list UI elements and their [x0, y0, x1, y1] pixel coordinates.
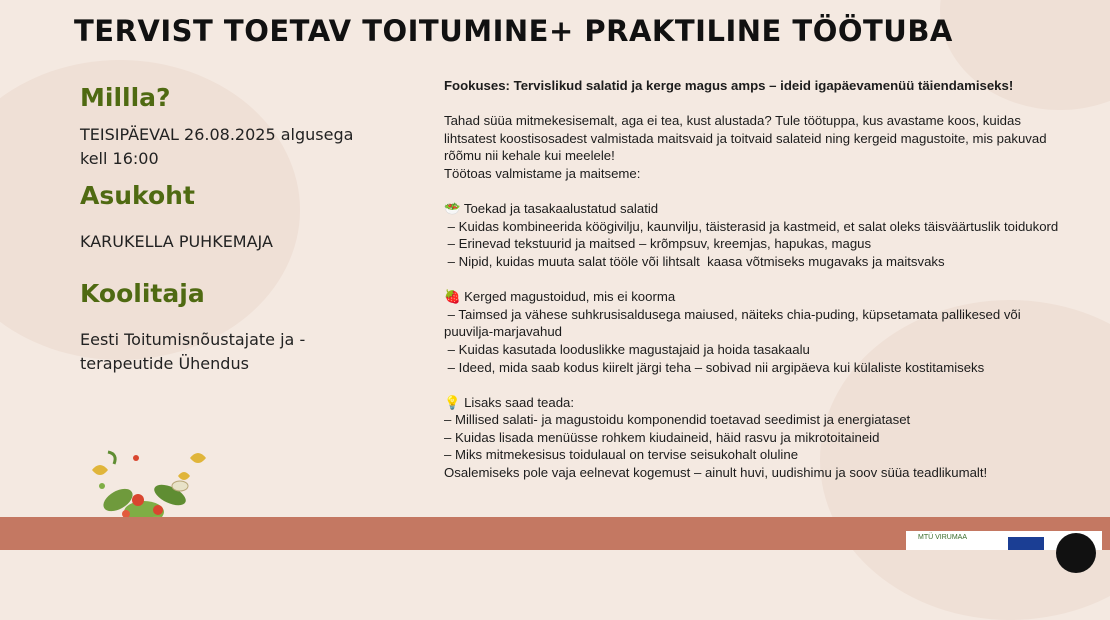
section-desserts-title: 🍓 Kerged magustoidud, mis ei koorma [444, 289, 676, 305]
trainer-line-1: Eesti Toitumisnõustajate ja - [80, 330, 306, 349]
list-item: – Nipid, kuidas muuta salat tööle või lihtsalt kaasa võtmiseks mugavaks ja maitsvaks [444, 253, 945, 269]
page-title: TERVIST TOETAV TOITUMINE+ PRAKTILINE TÖÖTUBA [74, 14, 953, 48]
intro-line-2: Töötoas valmistame ja maitseme: [444, 165, 641, 181]
intro-paragraph: Tahad süüa mitmekesisemalt, aga ei tea, kust alustada? Tule töötuppa, kus avastame koos, kuidas lihtsatest koostisosadest valmistada maitsvaid ja toitvaid salateid ning kergeid magustoite, mis pakuvad rõõmu nii kehale kui meelele! [444, 113, 1051, 164]
when-line-1: TEISIPÄEVAL 26.08.2025 algusega [80, 125, 354, 144]
closing-line: Osalemiseks pole vaja eelnevat kogemust – ainult huvi, uudishimu ja soov süüa teadlikumalt! [444, 465, 988, 481]
when-line-2: kell 16:00 [80, 149, 159, 168]
section-salads-title: 🥗 Toekad ja tasakaalustatud salatid [444, 201, 659, 217]
location-heading: Asukoht [80, 181, 195, 210]
list-item: – Kuidas kombineerida köögivilju, kaunvilju, täisterasid ja kastmeid, et salat oleks täisväärtuslik toidukord [444, 218, 1059, 234]
partner-logos [906, 531, 1102, 550]
trainer-heading: Koolitaja [80, 279, 205, 308]
list-item: – Ideed, mida saab kodus kiirelt järgi teha – sobivad nii argipäeva kui külaliste kostitamiseks [444, 359, 985, 375]
trainer-line-2: terapeutide Ühendus [80, 354, 249, 373]
location-value: KARUKELLA PUHKEMAJA [80, 232, 273, 251]
focus-line: Fookuses: Tervislikud salatid ja kerge magus amps – ideid igapäevamenüü täiendamiseks! [444, 78, 1014, 93]
eu-flag-logo [1008, 537, 1044, 550]
list-item: – Miks mitmekesisus toidulaual on tervise seisukohalt oluline [444, 447, 799, 463]
section-extra-title: 💡 Lisaks saad teada: [444, 394, 575, 410]
list-item: – Kuidas lisada menüüsse rohkem kiudaineid, häid rasvu ja mikrotoitaineid [444, 429, 880, 445]
list-item: – Taimsed ja vähese suhkrusisaldusega maiused, näiteks chia-puding, küpsetamata pallikesed või puuvilja-marjavahud [444, 306, 1025, 340]
round-logo [1056, 533, 1096, 573]
description-column [444, 77, 1064, 482]
when-heading: Millla? [80, 83, 171, 112]
list-item: – Erinevad tekstuurid ja maitsed – krõmpsuv, kreemjas, hapukas, magus [444, 236, 872, 252]
list-item: – Kuidas kasutada looduslikke magustajaid ja hoida tasakaalu [444, 341, 810, 357]
list-item: – Millised salati- ja magustoidu komponendid toetavad seedimist ja energiataset [444, 412, 911, 428]
mtu-logo: MTÜ VIRUMAA [918, 534, 967, 541]
